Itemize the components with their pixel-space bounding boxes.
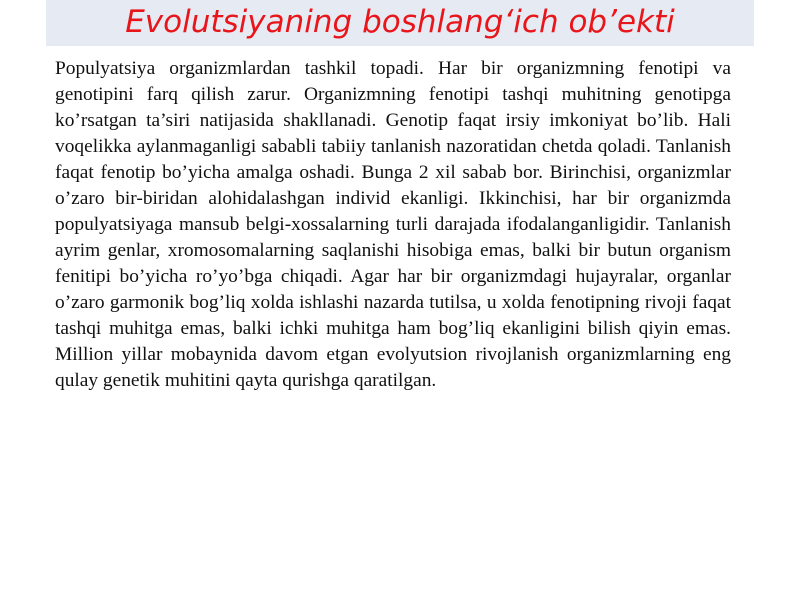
slide-title: Evolutsiyaning boshlang‘ich ob’ekti bbox=[125, 4, 675, 40]
body-paragraph: Populyatsiya organizmlardan tashkil topadi. Har bir organizmning fenotipi va genotipini farq qilish zarur. Organizmning fenotipi tashqi muhitning genotipga ko’rsatgan ta’siri natijasida shakllanadi. Genotip faqat irsiy imkoniyat bo’lib. Hali voqelikka aylanmaganligi sababli tabiiy tanlanish nazoratidan chetda qoladi. Tanlanish faqat fenotip bo’yicha amalga oshadi. Bunga 2 xil sabab bor. Birinchisi, organizmlar o’zaro bir-biridan alohidalashgan individ ekanligi. Ikkinchisi, har bir organizmda populyatsiyaga mansub belgi-xossalarning turli darajada ifodalanganligidir. Tanlanish ayrim genlar, xromosomalarning saqlanishi hisobiga emas, balki bir butun organism fenitipi bo’yicha ro’yo’bga chiqadi. Agar har bir organizmdagi hujayralar, organlar o’zaro garmonik bog’liq xolda ishlashi nazarda tutilsa, u xolda fenotipning rivoji faqat tashqi muhitga emas, balki ichki muhitga ham bog’liq ekanligini bilish qiyin emas. Million yillar mobaynida davom etgan evolyutsion rivojlanish organizmlarning eng qulay genetik muhitini qayta qurishga qaratilgan. bbox=[55, 58, 731, 391]
